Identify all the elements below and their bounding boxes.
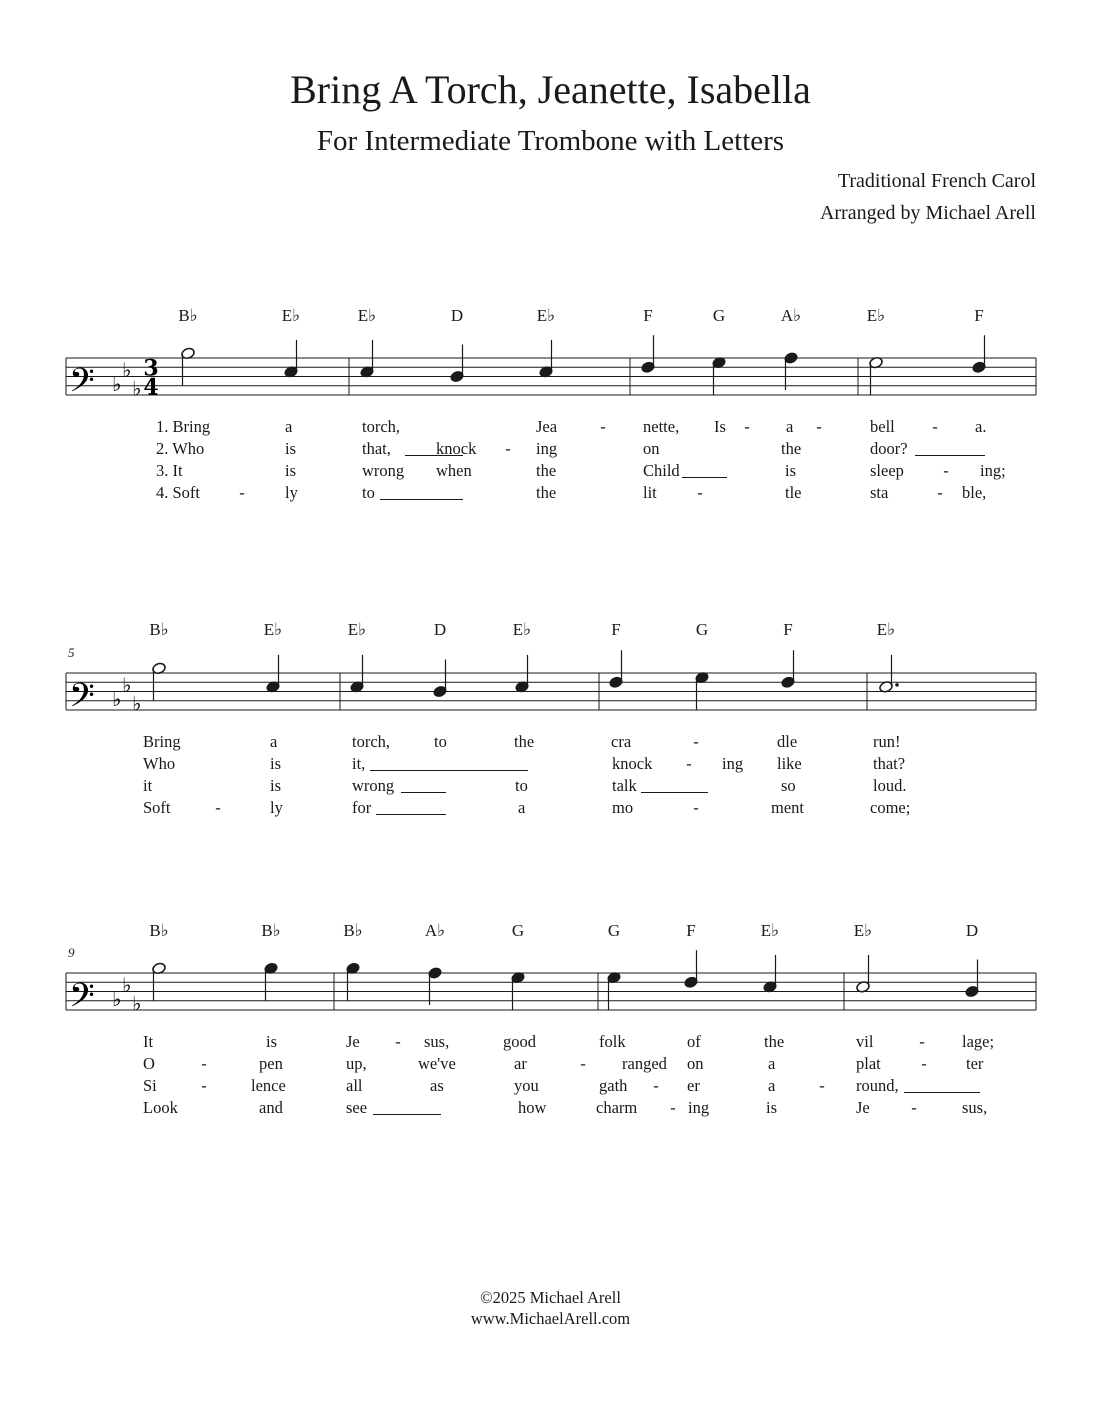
- lyric-syllable: so: [781, 776, 796, 795]
- lyric-syllable: on: [643, 439, 660, 458]
- score-subtitle: For Intermediate Trombone with Letters: [316, 125, 785, 157]
- copyright-notice: ©2025 Michael Arell: [480, 1288, 621, 1307]
- lyric-syllable: 4. Soft: [156, 483, 201, 502]
- lyric-syllable: Child: [643, 461, 680, 480]
- note-letter-label: E♭: [263, 620, 283, 639]
- lyric-syllable: see: [346, 1098, 368, 1117]
- lyric-syllable: loud.: [873, 776, 907, 795]
- lyric-syllable: sta: [870, 483, 889, 502]
- note-letter-label: F: [611, 620, 621, 639]
- lyric-syllable: Who: [143, 754, 176, 773]
- staff-system: [0, 915, 1101, 1215]
- note-letter-label: E♭: [357, 306, 377, 325]
- note-letter-label: E♭: [760, 921, 780, 940]
- note-letter-label: B♭: [149, 921, 169, 940]
- lyric-syllable: to: [515, 776, 528, 795]
- lyric-extender-line: [380, 499, 463, 500]
- composer-credit: Traditional French Carol: [837, 170, 1036, 192]
- bass-clef-icon: 𝄢: [69, 362, 95, 408]
- lyric-syllable: ly: [270, 798, 283, 817]
- staff-system: [0, 300, 1101, 600]
- note-letter-label: B♭: [149, 620, 169, 639]
- note-letter-label: B♭: [261, 921, 281, 940]
- lyric-syllable: lence: [251, 1076, 286, 1095]
- lyric-syllable: plat: [856, 1054, 881, 1073]
- lyric-syllable: a.: [975, 417, 987, 436]
- lyric-syllable: the: [536, 461, 557, 480]
- lyric-syllable: ing: [722, 754, 744, 773]
- lyric-syllable: good: [503, 1032, 536, 1051]
- lyric-syllable: nette,: [643, 417, 680, 436]
- lyric-syllable: 3. It: [156, 461, 183, 480]
- lyric-syllable: wrong: [352, 776, 395, 795]
- flat-icon: ♭: [132, 991, 142, 1016]
- measure-number: 9: [68, 945, 75, 960]
- lyric-syllable: round,: [856, 1076, 899, 1095]
- flat-icon: ♭: [112, 371, 122, 396]
- lyric-hyphen: -: [600, 417, 606, 436]
- staff: [0, 945, 1101, 1055]
- lyric-syllable: to: [434, 732, 447, 751]
- lyric-syllable: Je: [856, 1098, 870, 1117]
- lyric-syllable: cra: [611, 732, 632, 751]
- lyric-syllable: Jea: [536, 417, 558, 436]
- lyric-hyphen: -: [693, 732, 699, 751]
- lyric-hyphen: -: [239, 483, 245, 502]
- lyric-syllable: mo: [612, 798, 634, 817]
- lyric-syllable: it: [143, 776, 153, 795]
- note-letter-label: F: [643, 306, 653, 325]
- arranger-credit: Arranged by Michael Arell: [819, 202, 1036, 224]
- lyric-syllable: on: [687, 1054, 704, 1073]
- lyric-hyphen: -: [937, 483, 943, 502]
- lyric-syllable: is: [266, 1032, 278, 1051]
- lyric-syllable: ing;: [980, 461, 1006, 480]
- lyric-syllable: the: [514, 732, 535, 751]
- note-letter-label: G: [695, 620, 709, 639]
- lyric-syllable: door?: [870, 439, 908, 458]
- note-letter-label: F: [974, 306, 984, 325]
- note-letter-label: A♭: [780, 306, 802, 325]
- lyric-hyphen: -: [215, 798, 221, 817]
- lyric-syllable: how: [518, 1098, 547, 1117]
- lyric-syllable: 2. Who: [156, 439, 205, 458]
- time-signature-digit: 3: [143, 355, 159, 382]
- lyric-syllable: 1. Bring: [156, 417, 211, 436]
- lyric-extender-line: [370, 770, 528, 771]
- note-letter-label: E♭: [512, 620, 532, 639]
- lyric-syllable: O: [143, 1054, 155, 1073]
- lyric-hyphen: -: [670, 1098, 676, 1117]
- lyric-syllable: ar: [514, 1054, 527, 1073]
- lyric-syllable: torch,: [352, 732, 391, 751]
- bass-clef-icon: 𝄢: [69, 977, 95, 1023]
- measure-number: 5: [68, 645, 75, 660]
- note-letter-label: E♭: [347, 620, 367, 639]
- lyric-hyphen: -: [919, 1032, 925, 1051]
- lyric-syllable: come;: [870, 798, 911, 817]
- lyric-syllable: it,: [352, 754, 366, 773]
- lyric-syllable: bell: [870, 417, 895, 436]
- lyric-hyphen: -: [201, 1076, 207, 1095]
- lyric-syllable: like: [777, 754, 802, 773]
- lyric-syllable: gath: [599, 1076, 628, 1095]
- lyric-syllable: Je: [346, 1032, 360, 1051]
- lyric-syllable: ment: [771, 798, 804, 817]
- lyric-syllable: when: [436, 461, 472, 480]
- flat-icon: ♭: [132, 691, 142, 716]
- flat-icon: ♭: [132, 376, 142, 401]
- lyric-syllable: is: [285, 439, 297, 458]
- lyric-extender-line: [401, 792, 446, 793]
- note-letter-label: G: [607, 921, 621, 940]
- lyric-syllable: a: [786, 417, 794, 436]
- lyric-syllable: vil: [856, 1032, 874, 1051]
- lyric-syllable: ble,: [962, 483, 987, 502]
- lyric-syllable: the: [536, 483, 557, 502]
- lyric-syllable: we've: [418, 1054, 456, 1073]
- lyric-syllable: sus,: [424, 1032, 450, 1051]
- lyric-hyphen: -: [686, 754, 692, 773]
- lyric-extender-line: [373, 1114, 441, 1115]
- lyric-hyphen: -: [653, 1076, 659, 1095]
- lyric-hyphen: -: [932, 417, 938, 436]
- lyric-syllable: pen: [259, 1054, 283, 1073]
- lyric-syllable: torch,: [362, 417, 401, 436]
- lyric-syllable: all: [346, 1076, 363, 1095]
- lyric-hyphen: -: [693, 798, 699, 817]
- lyric-hyphen: -: [580, 1054, 586, 1073]
- lyric-extender-line: [904, 1092, 980, 1093]
- lyric-extender-line: [915, 455, 985, 456]
- lyric-hyphen: -: [505, 439, 511, 458]
- lyric-syllable: run!: [873, 732, 901, 751]
- lyric-syllable: ranged: [622, 1054, 667, 1073]
- flat-icon: ♭: [122, 972, 132, 997]
- note-letter-label: B♭: [178, 306, 198, 325]
- note-letter-label: E♭: [536, 306, 556, 325]
- lyric-syllable: tle: [785, 483, 802, 502]
- lyric-syllable: sleep: [870, 461, 904, 480]
- note-letter-label: E♭: [853, 921, 873, 940]
- lyric-syllable: ter: [966, 1054, 984, 1073]
- lyric-syllable: charm: [596, 1098, 638, 1117]
- lyric-extender-line: [641, 792, 708, 793]
- lyric-syllable: a: [270, 732, 278, 751]
- lyric-syllable: you: [514, 1076, 539, 1095]
- lyric-extender-line: [405, 455, 463, 456]
- lyric-syllable: a: [285, 417, 293, 436]
- note-letter-label: D: [965, 921, 979, 940]
- lyric-hyphen: -: [201, 1054, 207, 1073]
- lyric-extender-line: [682, 477, 727, 478]
- lyric-syllable: ing: [688, 1098, 710, 1117]
- lyric-syllable: lage;: [962, 1032, 995, 1051]
- note-letter-label: A♭: [424, 921, 446, 940]
- lyric-hyphen: -: [911, 1098, 917, 1117]
- note-letter-label: G: [712, 306, 726, 325]
- lyric-syllable: the: [781, 439, 802, 458]
- lyric-syllable: a: [768, 1054, 776, 1073]
- lyric-hyphen: -: [395, 1032, 401, 1051]
- lyric-syllable: er: [687, 1076, 700, 1095]
- note-letter-label: F: [686, 921, 696, 940]
- augmentation-dot: [895, 683, 899, 687]
- lyric-syllable: up,: [346, 1054, 367, 1073]
- staff-system: [0, 615, 1101, 915]
- lyric-hyphen: -: [744, 417, 750, 436]
- note-letter-label: D: [450, 306, 464, 325]
- lyric-syllable: to: [362, 483, 375, 502]
- flat-icon: ♭: [122, 672, 132, 697]
- note-letter-label: B♭: [343, 921, 363, 940]
- lyric-syllable: that?: [873, 754, 906, 773]
- note-letter-label: E♭: [866, 306, 886, 325]
- lyric-syllable: ly: [285, 483, 298, 502]
- lyric-syllable: that,: [362, 439, 391, 458]
- lyric-extender-line: [376, 814, 446, 815]
- lyric-syllable: It: [143, 1032, 154, 1051]
- bass-clef-icon: 𝄢: [69, 677, 95, 723]
- lyric-syllable: sus,: [962, 1098, 988, 1117]
- lyric-hyphen: -: [921, 1054, 927, 1073]
- lyric-syllable: a: [518, 798, 526, 817]
- lyric-syllable: lit: [643, 483, 657, 502]
- note-letter-label: E♭: [281, 306, 301, 325]
- score-title: Bring A Torch, Jeanette, Isabella: [290, 67, 811, 112]
- lyric-syllable: a: [768, 1076, 776, 1095]
- lyric-hyphen: -: [697, 483, 703, 502]
- lyric-syllable: talk: [612, 776, 637, 795]
- lyric-syllable: and: [259, 1098, 283, 1117]
- note-letter-label: F: [783, 620, 793, 639]
- lyric-syllable: is: [766, 1098, 778, 1117]
- flat-icon: ♭: [122, 357, 132, 382]
- lyric-syllable: knock: [436, 439, 477, 458]
- time-signature-digit: 4: [143, 374, 159, 401]
- website-link[interactable]: www.MichaelArell.com: [470, 1309, 631, 1328]
- lyric-syllable: knock: [612, 754, 653, 773]
- lyric-syllable: the: [764, 1032, 785, 1051]
- lyric-syllable: is: [270, 776, 282, 795]
- lyric-syllable: Si: [143, 1076, 157, 1095]
- flat-icon: ♭: [112, 686, 122, 711]
- note-letter-label: G: [511, 921, 525, 940]
- lyric-syllable: Soft: [143, 798, 171, 817]
- flat-icon: ♭: [112, 986, 122, 1011]
- lyric-hyphen: -: [819, 1076, 825, 1095]
- note-letter-label: E♭: [876, 620, 896, 639]
- lyric-syllable: wrong: [362, 461, 405, 480]
- lyric-syllable: dle: [777, 732, 798, 751]
- lyric-syllable: Bring: [143, 732, 181, 751]
- lyric-syllable: folk: [599, 1032, 626, 1051]
- note-letter-label: D: [433, 620, 447, 639]
- lyric-syllable: is: [270, 754, 282, 773]
- lyric-hyphen: -: [943, 461, 949, 480]
- lyric-syllable: of: [687, 1032, 701, 1051]
- lyric-hyphen: -: [816, 417, 822, 436]
- lyric-syllable: for: [352, 798, 372, 817]
- lyric-syllable: Look: [143, 1098, 178, 1117]
- lyric-syllable: as: [430, 1076, 444, 1095]
- lyric-syllable: is: [285, 461, 297, 480]
- lyric-syllable: Is: [714, 417, 726, 436]
- lyric-syllable: ing: [536, 439, 558, 458]
- lyric-syllable: is: [785, 461, 797, 480]
